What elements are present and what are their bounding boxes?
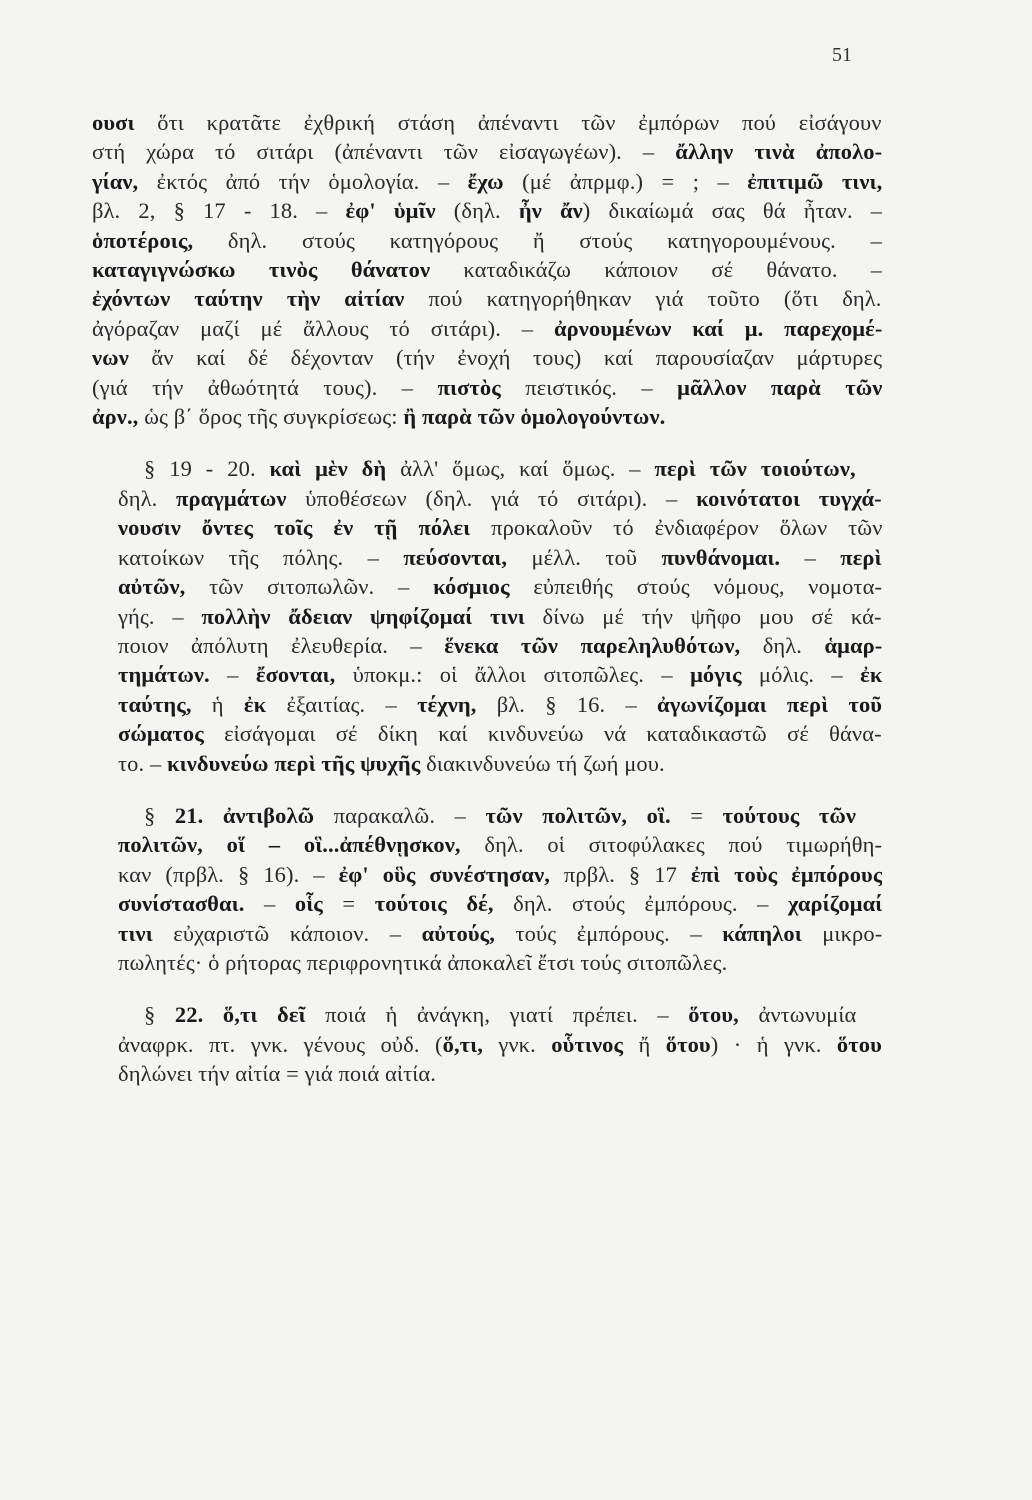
lemma-term: οὗτινος (551, 1031, 624, 1057)
gloss-text: § 19 - 20. (144, 456, 270, 482)
lemma-term: ἔχω (467, 168, 504, 194)
gloss-text: μόλις. – (741, 662, 861, 688)
text-line (92, 719, 882, 748)
lemma-term: πυνθάνομαι. (661, 544, 781, 570)
lemma-term: κόσμιος (433, 574, 510, 600)
gloss-text: = (322, 891, 375, 917)
text-line (92, 373, 882, 402)
gloss-text: προκαλοῦν τό ἐνδιαφέρον ὅλων τῶν (470, 515, 882, 541)
lemma-term: χαρίζομαί (788, 891, 882, 917)
gloss-text: – (780, 544, 841, 570)
lemma-term: πραγμάτων (176, 485, 287, 511)
lemma-term: ὅτου (836, 1031, 882, 1057)
lemma-term: ὅ,τι, (442, 1031, 483, 1057)
lemma-term: μᾶλλον παρὰ τῶν (677, 374, 882, 400)
lemma-term: ἐκ (243, 691, 267, 717)
gloss-text: (δηλ. (435, 198, 519, 224)
paragraph (92, 801, 882, 977)
paragraph (92, 1000, 882, 1088)
gloss-text: στή χώρα τό σιτάρι (ἀπέναντι τῶν εἰσαγωγέων). – (92, 139, 676, 165)
lemma-term: πιστὸς (437, 374, 501, 400)
lemma-term: νουσιν ὄντες τοῖς ἐν τῇ πόλει (118, 515, 471, 541)
text-line (92, 513, 882, 542)
lemma-term: νων (92, 345, 129, 371)
gloss-text: – (244, 891, 295, 917)
lemma-term: καὶ μὲν δὴ (269, 456, 387, 482)
gloss-text: ) · ἡ γνκ. (710, 1031, 837, 1057)
lemma-term: αὐτῶν, (118, 574, 186, 600)
text-line (92, 454, 882, 483)
lemma-term: τέχνη, (417, 691, 477, 717)
lemma-term: ὅτου, (688, 1002, 739, 1028)
gloss-text: δίνω μέ τήν ψῆφο μου σέ κά- (524, 603, 882, 629)
gloss-text: γνκ. (482, 1031, 552, 1057)
lemma-term: πολλὴν ἄδειαν ψηφίζομαί τινι (201, 603, 525, 629)
lemma-term: τούτοις δέ, (374, 891, 494, 917)
gloss-text: δηλ. οἱ σιτοφύλακες πού τιμωρήθη- (460, 832, 882, 858)
gloss-text: εὐπειθής στούς νόμους, νομοτα- (509, 574, 882, 600)
lemma-term: ἦν ἄν (518, 198, 583, 224)
gloss-text: δηλώνει τήν αἰτία = γιά ποιά αἰτία. (118, 1061, 436, 1087)
text-line (92, 137, 882, 166)
gloss-text: τῶν σιτοπωλῶν. – (185, 574, 434, 600)
text-line (92, 226, 882, 255)
gloss-text: γής. – (118, 603, 202, 629)
lemma-term: τῶν πολιτῶν, οἳ. (485, 802, 671, 828)
lemma-term: πολιτῶν, οἵ – οἳ...ἀπέθνῃσκον, (118, 832, 461, 858)
gloss-text: ἡ (191, 691, 244, 717)
gloss-text: το. – (118, 750, 168, 776)
lemma-term: 21. ἀντιβολῶ (174, 802, 315, 828)
text-line (92, 948, 882, 977)
text-line (92, 1059, 882, 1088)
text-line (92, 830, 882, 859)
gloss-text: (μέ ἀπρμφ.) = ; – (503, 168, 748, 194)
gloss-text: ἐξαιτίας. – (266, 691, 418, 717)
lemma-term: ἔσονται, (255, 662, 336, 688)
gloss-text: βλ. § 16. – (476, 691, 658, 717)
gloss-text: ἀντωνυμία (738, 1002, 857, 1028)
gloss-text: πρβλ. § 17 (549, 861, 691, 887)
gloss-text: εὐχαριστῶ κάποιον. – (152, 920, 422, 946)
text-line (92, 343, 882, 372)
gloss-text: πού κατηγορήθηκαν γιά τοῦτο (ὅτι δηλ. (404, 286, 882, 312)
text-line (92, 167, 882, 196)
gloss-text: κατοίκων τῆς πόλης. – (118, 544, 404, 570)
text-line (92, 602, 882, 631)
gloss-text: δηλ. (118, 485, 177, 511)
lemma-term: περὶ τῶν τοιούτων, (654, 456, 856, 482)
lemma-term: μόγις (690, 662, 742, 688)
lemma-term: κάπηλοι (722, 920, 802, 946)
lemma-term: τούτους τῶν (722, 802, 857, 828)
gloss-text: παρακαλῶ. – (314, 802, 486, 828)
lemma-term: ἁμαρ- (824, 632, 882, 658)
text-line (92, 572, 882, 601)
lemma-term: περὶ (840, 544, 882, 570)
text-line (92, 801, 882, 830)
text-line (92, 1030, 882, 1059)
text-line (92, 1000, 882, 1029)
lemma-term: ἀρν., (92, 404, 139, 430)
gloss-text: καταδικάζω κάποιον σέ θάνατο. – (430, 257, 882, 283)
lemma-term: ἐκ (860, 662, 882, 688)
gloss-text: ποιά ἡ ἀνάγκη, γιατί πρέπει. – (305, 1002, 689, 1028)
text-line (92, 484, 882, 513)
lemma-term: ἐχόντων ταύτην τὴν αἰτίαν (92, 286, 405, 312)
lemma-term: ἐφ' ὑμῖν (345, 198, 436, 224)
text-line (92, 196, 882, 225)
gloss-text: – (209, 662, 256, 688)
gloss-text: ὑποκμ.: οἱ ἄλλοι σιτοπῶλες. – (335, 662, 691, 688)
text-line (92, 749, 882, 778)
lemma-term: 22. ὅ,τι δεῖ (174, 1002, 306, 1028)
text-line (92, 919, 882, 948)
text-line (92, 889, 882, 918)
lemma-term: ἐφ' οὓς συνέστησαν, (338, 861, 550, 887)
lemma-term: συνίστασθαι. (118, 891, 245, 917)
lemma-term: ουσι (92, 110, 135, 135)
lemma-term: ἐπὶ τοὺς ἐμπόρους (690, 861, 882, 887)
page-number: 51 (832, 44, 852, 66)
lemma-term: ἀγωνίζομαι περὶ τοῦ (657, 691, 882, 717)
gloss-text: ὅτι κρατᾶτε ἐχθρική στάση ἀπέναντι τῶν ἐμπόρων πού εἰσάγουν (134, 110, 882, 135)
text-line (92, 402, 882, 431)
gloss-text: μέλλ. τοῦ (507, 544, 662, 570)
lemma-term: κοινότατοι τυγχά- (696, 485, 882, 511)
gloss-text: = (670, 802, 723, 828)
lemma-term: πεύσονται, (403, 544, 508, 570)
lemma-term: γίαν, (92, 168, 139, 194)
text-line (92, 631, 882, 660)
lemma-term: ταύτης, (118, 691, 192, 717)
text-line (92, 255, 882, 284)
gloss-text: ἐκτός ἀπό τήν ὁμολογία. – (138, 168, 468, 194)
gloss-text: § (144, 1002, 175, 1028)
gloss-text: ὑποθέσεων (δηλ. γιά τό σιτάρι). – (286, 485, 697, 511)
gloss-text: διακινδυνεύω τή ζωή μου. (420, 750, 665, 776)
text-line (92, 108, 882, 137)
text-line (92, 543, 882, 572)
gloss-text: ἀναφρκ. πτ. γνκ. γένους οὐδ. ( (118, 1031, 443, 1057)
gloss-text: ἤ (623, 1031, 666, 1057)
lemma-term: ἄλλην τινὰ ἀπολο- (675, 139, 882, 165)
lemma-term: τημάτων. (118, 662, 210, 688)
commentary-text (92, 108, 882, 1089)
lemma-term: αὐτούς, (421, 920, 495, 946)
lemma-term: ἀρνουμένων καί μ. παρεχομέ- (553, 315, 882, 341)
gloss-text: ποιον ἀπόλυτη ἐλευθερία. – (118, 632, 445, 658)
gloss-text: βλ. 2, § 17 - 18. – (92, 198, 346, 224)
gloss-text: μικρο- (801, 920, 882, 946)
gloss-text: ἀγόραζαν μαζί μέ ἄλλους τό σιτάρι). – (92, 315, 554, 341)
gloss-text: ἄν καί δέ δέχονταν (τήν ἐνοχή τους) καί παρουσίαζαν μάρτυρες (128, 345, 882, 371)
gloss-text: δηλ. (740, 632, 825, 658)
lemma-term: τινι (118, 920, 153, 946)
text-line (92, 660, 882, 689)
lemma-term: ὁποτέροις, (92, 227, 194, 253)
lemma-term: σώματος (118, 721, 204, 747)
lemma-term: ἐπιτιμῶ τινι, (747, 168, 882, 194)
lemma-term: κινδυνεύω περὶ τῆς ψυχῆς (167, 750, 421, 776)
text-line (92, 690, 882, 719)
lemma-term: ὅτου (665, 1031, 711, 1057)
gloss-text: πειστικός. – (500, 374, 678, 400)
lemma-term: ἕνεκα τῶν παρεληλυθότων, (444, 632, 741, 658)
gloss-text: δηλ. στούς ἐμπόρους. – (493, 891, 789, 917)
paragraph (92, 108, 882, 431)
gloss-text: τούς ἐμπόρους. – (494, 920, 723, 946)
lemma-term: οἷς (294, 891, 323, 917)
text-line (92, 284, 882, 313)
gloss-text: δηλ. στούς κατηγόρους ἤ στούς κατηγορουμένους. – (193, 227, 882, 253)
gloss-text: ) δικαίωμά σας θά ἦταν. – (582, 198, 882, 224)
paragraph (92, 454, 882, 777)
lemma-term: ἢ παρὰ τῶν ὁμολογούντων. (403, 404, 666, 430)
gloss-text: (γιά τήν ἀθωότητά τους). – (92, 374, 438, 400)
lemma-term: καταγιγνώσκω τινὸς θάνατον (92, 257, 431, 283)
gloss-text: εἰσάγομαι σέ δίκη καί κινδυνεύω νά καταδικαστῶ σέ θάνα- (203, 721, 882, 747)
gloss-text: § (144, 802, 175, 828)
gloss-text: καν (πρβλ. § 16). – (118, 861, 339, 887)
gloss-text: πωλητές· ὁ ρήτορας περιφρονητικά ἀποκαλεῖ ἔτσι τούς σιτοπῶλες. (118, 949, 728, 975)
text-line (92, 860, 882, 889)
gloss-text: ἀλλ' ὅμως, καί ὅμως. – (386, 456, 655, 482)
gloss-text: ὡς β΄ ὅρος τῆς συγκρίσεως: (138, 404, 404, 430)
text-line (92, 314, 882, 343)
